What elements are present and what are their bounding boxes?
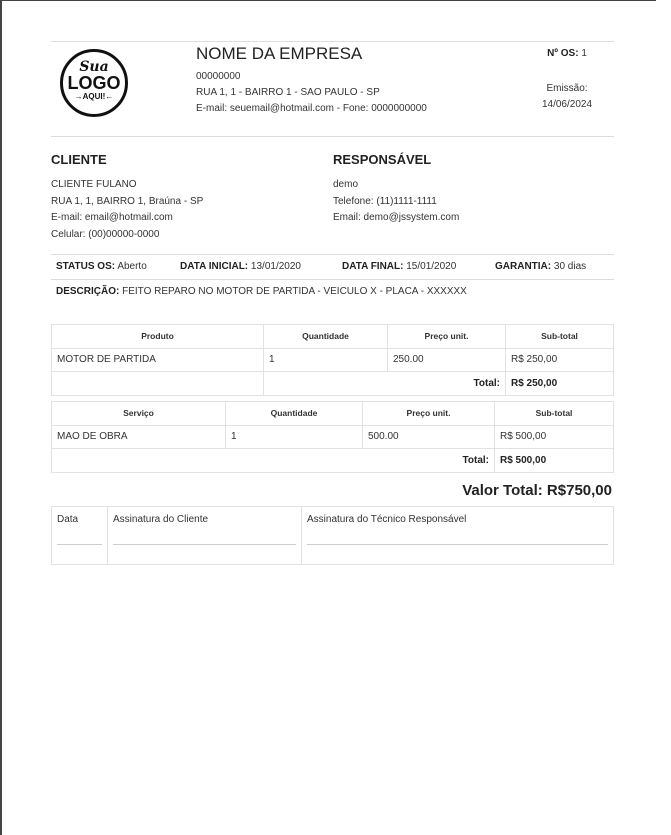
company-info: [196, 44, 427, 117]
divider: [51, 279, 614, 280]
company-address: RUA 1, 1 - BAIRRO 1 - SAO PAULO - SP: [196, 87, 380, 98]
start-date-field: DATA INICIAL: 13/01/2020: [180, 261, 301, 272]
signature-client: Assinatura do Cliente: [108, 507, 302, 564]
emission-date: 14/06/2024: [541, 99, 593, 110]
client-info: CLIENTE FULANO RUA 1, 1, BAIRRO 1, Braúna - SP E-mail: email@hotmail.com Celular: (00)00000-0000: [51, 179, 204, 240]
services-total: R$ 500,00: [495, 449, 614, 473]
company-contact: E-mail: seuemail@hotmail.com - Fone: 0000000000: [196, 103, 427, 114]
client-title: CLIENTE: [51, 152, 107, 167]
end-date-field: DATA FINAL: 15/01/2020: [342, 261, 457, 272]
os-info: Nº OS: 1 Emissão: 14/06/2024: [522, 46, 612, 113]
table-row: MOTOR DE PARTIDA 1 250.00 R$ 250,00: [52, 348, 614, 372]
divider: [51, 41, 614, 42]
responsible-title: RESPONSÁVEL: [333, 152, 432, 167]
signature-block: [51, 506, 614, 565]
status-field: STATUS OS: Aberto: [56, 261, 147, 272]
company-logo: Sua LOGO →AQUI!←: [60, 49, 128, 117]
warranty-field: GARANTIA: 30 dias: [495, 261, 587, 272]
os-number: 1: [581, 48, 587, 59]
description-field: DESCRIÇÃO: FEITO REPARO NO MOTOR DE PARTIDA - VEICULO X - PLACA - XXXXXX: [56, 286, 467, 297]
divider: [51, 136, 614, 137]
products-table: Produto Quantidade Preço unit. Sub-total MOTOR DE PARTIDA 1 250.00 R$ 250,00 Total: R$ 250,00: [51, 324, 614, 396]
divider: [51, 254, 614, 255]
table-row: MAO DE OBRA 1 500.00 R$ 500,00: [52, 425, 614, 449]
signature-technician: Assinatura do Técnico Responsável: [302, 507, 613, 564]
signature-date: Data: [52, 507, 108, 564]
grand-total: Valor Total: R$750,00: [462, 482, 612, 499]
services-table: Serviço Quantidade Preço unit. Sub-total MAO DE OBRA 1 500.00 R$ 500,00 Total: R$ 500,00: [51, 401, 614, 473]
company-doc: 00000000: [196, 71, 241, 82]
company-name: NOME DA EMPRESA: [196, 44, 363, 63]
products-total: R$ 250,00: [506, 372, 614, 396]
responsible-info: demo Telefone: (11)1111-1111 Email: demo@jssystem.com: [333, 179, 460, 223]
